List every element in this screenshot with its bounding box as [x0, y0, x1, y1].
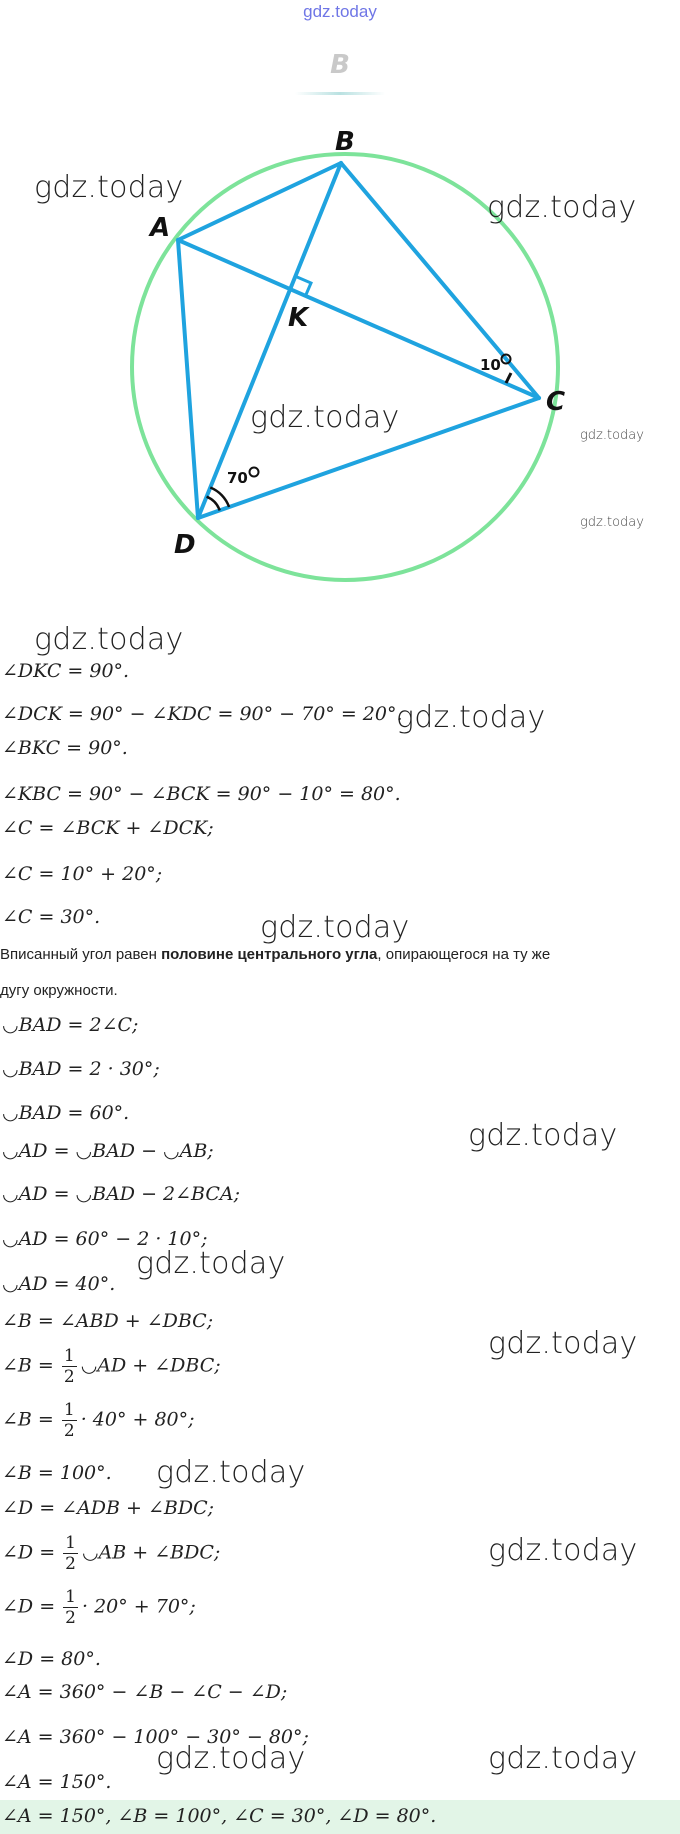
- fraction-denominator: 2: [63, 1421, 75, 1441]
- solution-line: ◡BAD = 2 · 30°;: [2, 1058, 160, 1080]
- solution-line: ∠D = ∠ADB + ∠BDC;: [2, 1497, 215, 1519]
- fraction-numerator: 1: [65, 1533, 76, 1553]
- line-suffix: · 20° + 70°;: [81, 1595, 196, 1618]
- label-a: A: [150, 213, 171, 243]
- fraction: [63, 1587, 78, 1628]
- solution-line: ∠B = 100°.: [2, 1462, 112, 1484]
- fraction: [62, 1400, 77, 1441]
- watermark: gdz.today: [488, 1533, 638, 1568]
- line-prefix: ∠D =: [2, 1541, 62, 1564]
- line-prefix: ∠B =: [2, 1408, 60, 1431]
- solution-line: ∠KBC = 90° − ∠BCK = 90° − 10° = 80°.: [2, 783, 401, 805]
- site-header-link[interactable]: gdz.today: [303, 2, 377, 21]
- angle-arc-d-inner: [207, 497, 220, 511]
- label-d: D: [174, 530, 196, 560]
- final-answer: ∠A = 150°, ∠B = 100°, ∠C = 30°, ∠D = 80°.: [2, 1805, 437, 1827]
- watermark: gdz.today: [156, 1455, 306, 1490]
- degree-mark-d: [250, 468, 259, 477]
- label-c: C: [546, 387, 566, 417]
- fraction: [62, 1346, 77, 1387]
- line-suffix: ◡AB + ∠BDC;: [81, 1541, 221, 1564]
- line-suffix: · 40° + 80°;: [80, 1408, 195, 1431]
- angle-label-c: 10: [480, 356, 501, 374]
- watermark: gdz.today: [580, 428, 644, 443]
- solution-line: ∠DKC = 90°.: [2, 660, 130, 682]
- watermark: gdz.today: [250, 400, 400, 435]
- solution-line-fraction: [2, 1587, 196, 1628]
- solution-line-fraction: [2, 1346, 221, 1387]
- theorem-text-line2: дугу окружности.: [0, 982, 118, 999]
- solution-line: ∠C = ∠BCK + ∠DCK;: [2, 817, 214, 839]
- line-suffix: ◡AD + ∠DBC;: [80, 1354, 221, 1377]
- watermark: gdz.today: [156, 1741, 306, 1776]
- solution-line: ∠A = 360° − 100° − 30° − 80°;: [2, 1726, 309, 1748]
- watermark: gdz.today: [136, 1246, 286, 1281]
- theorem-text-start: Вписанный угол равен: [0, 946, 162, 963]
- solution-line: ◡AD = ◡BAD − 2∠BCA;: [2, 1183, 241, 1205]
- line-prefix: ∠B =: [2, 1354, 60, 1377]
- fraction-numerator: 1: [63, 1400, 75, 1420]
- watermark: gdz.today: [580, 515, 644, 530]
- label-k: K: [288, 303, 309, 333]
- fraction-denominator: 2: [65, 1608, 76, 1628]
- solution-line: ∠A = 360° − ∠B − ∠C − ∠D;: [2, 1681, 288, 1703]
- watermark: gdz.today: [487, 190, 637, 225]
- solution-line-fraction: [2, 1400, 195, 1441]
- solution-line: ◡AD = 40°.: [2, 1273, 116, 1295]
- fraction-denominator: 2: [65, 1554, 76, 1574]
- watermark: gdz.today: [260, 910, 410, 945]
- solution-line: ∠C = 30°.: [2, 906, 101, 928]
- solution-line: ∠B = ∠ABD + ∠DBC;: [2, 1310, 214, 1332]
- solution-line: ∠A = 150°.: [2, 1771, 112, 1793]
- solution-line-fraction: [2, 1533, 220, 1574]
- geometry-diagram: [0, 0, 680, 590]
- solution-line: ∠D = 80°.: [2, 1648, 101, 1670]
- solution-line: ∠C = 10° + 20°;: [2, 863, 163, 885]
- theorem-bold: половине центрального угла: [161, 946, 378, 963]
- watermark: gdz.today: [396, 700, 546, 735]
- fraction-numerator: 1: [65, 1587, 76, 1607]
- line-prefix: ∠D =: [2, 1595, 62, 1618]
- variant-letter: B: [330, 50, 350, 80]
- solution-line: ◡BAD = 2∠C;: [2, 1014, 139, 1036]
- angle-arc-d-outer: [210, 488, 229, 508]
- watermark: gdz.today: [34, 170, 184, 205]
- diagonal-bd: [198, 163, 341, 518]
- fraction: [63, 1533, 78, 1574]
- solution-line: ◡BAD = 60°.: [2, 1102, 130, 1124]
- watermark: gdz.today: [488, 1326, 638, 1361]
- solution-line: ∠DCK = 90° − ∠KDC = 90° − 70° = 20°.: [2, 703, 403, 725]
- label-b: B: [335, 127, 355, 157]
- theorem-text-end: , опирающегося на ту же: [377, 946, 551, 963]
- angle-label-d: 70: [227, 469, 248, 487]
- watermark: gdz.today: [468, 1118, 618, 1153]
- fraction-denominator: 2: [63, 1367, 75, 1387]
- side-da: [178, 240, 198, 518]
- diagonal-ac: [178, 240, 539, 398]
- theorem-text: [0, 946, 550, 963]
- watermark: gdz.today: [34, 622, 184, 657]
- solution-line: ∠BKC = 90°.: [2, 737, 128, 759]
- solution-line: ◡AD = 60° − 2 · 10°;: [2, 1228, 208, 1250]
- solution-line: ◡AD = ◡BAD − ◡AB;: [2, 1140, 214, 1162]
- fraction-numerator: 1: [63, 1346, 75, 1366]
- watermark: gdz.today: [488, 1741, 638, 1776]
- angle-tick-c: [506, 373, 511, 383]
